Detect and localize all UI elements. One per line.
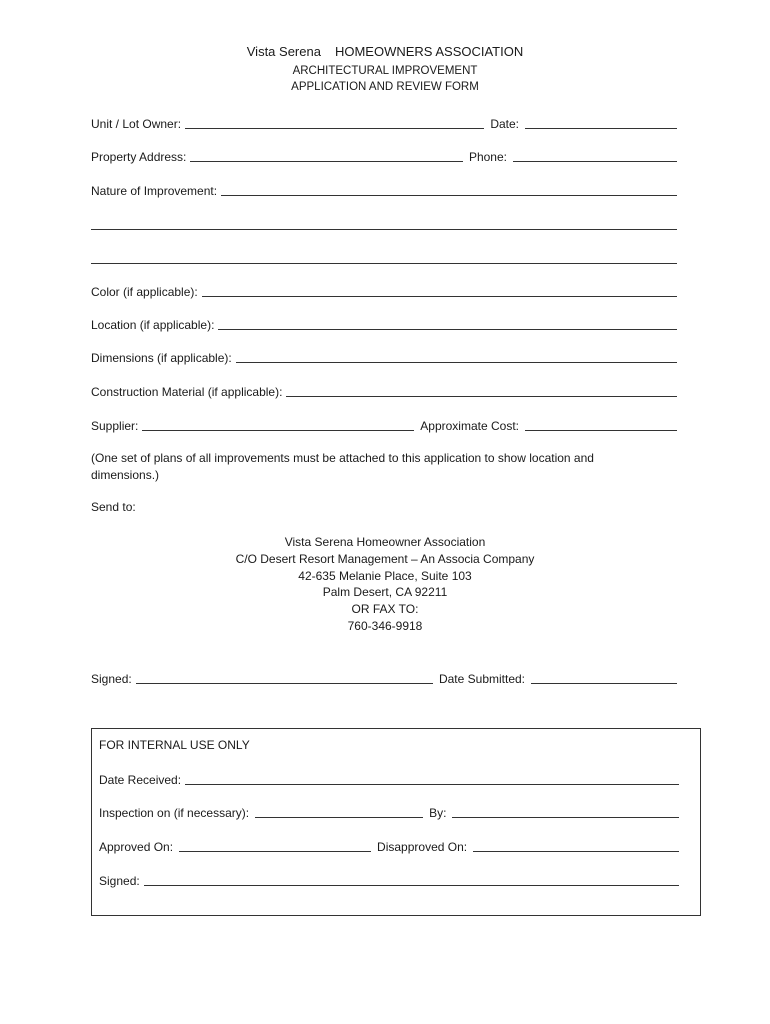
inspection-field[interactable] — [255, 817, 423, 818]
address-line-2: C/O Desert Resort Management – An Associa Company — [235, 552, 535, 566]
address-phone-row — [91, 146, 677, 164]
location-row — [91, 314, 677, 332]
by-field[interactable] — [452, 817, 679, 818]
nature-of-improvement-line-2[interactable] — [91, 229, 677, 230]
internal-use-title: FOR INTERNAL USE ONLY — [99, 738, 250, 752]
internal-use-box — [91, 728, 701, 916]
approximate-cost-field[interactable] — [525, 430, 677, 431]
property-address-field[interactable] — [190, 161, 463, 162]
unit-lot-owner-label: Unit / Lot Owner: — [91, 117, 182, 131]
signed-field[interactable] — [136, 683, 433, 684]
inspection-row — [99, 802, 679, 820]
nature-of-improvement-label: Nature of Improvement: — [91, 184, 218, 198]
approved-on-field[interactable] — [179, 851, 371, 852]
nature-row — [91, 180, 677, 198]
address-line-1: Vista Serena Homeowner Association — [284, 535, 486, 549]
plans-note: (One set of plans of all improvements must be attached to this application to show location and dimensions.) — [91, 451, 594, 482]
unit-lot-owner-field[interactable] — [185, 128, 484, 129]
supplier-field[interactable] — [142, 430, 414, 431]
nature-of-improvement-line-3[interactable] — [91, 263, 677, 264]
date-field[interactable] — [525, 128, 677, 129]
address-line-4: Palm Desert, CA 92211 — [322, 585, 448, 599]
dimensions-field[interactable] — [236, 362, 677, 363]
signed-label: Signed: — [91, 672, 132, 686]
fax-number: 760-346-9918 — [347, 619, 423, 633]
form-subtitle-1: ARCHITECTURAL IMPROVEMENT — [292, 65, 478, 77]
location-field[interactable] — [218, 329, 677, 330]
disapproved-on-field[interactable] — [473, 851, 679, 852]
location-label: Location (if applicable): — [91, 318, 215, 332]
date-received-field[interactable] — [185, 784, 679, 785]
phone-field[interactable] — [513, 161, 677, 162]
date-submitted-field[interactable] — [531, 683, 677, 684]
construction-material-label: Construction Material (if applicable): — [91, 385, 283, 399]
address-line-3: 42-635 Melanie Place, Suite 103 — [298, 569, 472, 583]
by-label: By: — [429, 806, 447, 820]
association-name: HOMEOWNERS ASSOCIATION — [334, 44, 524, 59]
owner-date-row — [91, 113, 677, 131]
fax-label: OR FAX TO: — [351, 602, 419, 616]
property-address-label: Property Address: — [91, 150, 187, 164]
supplier-cost-row — [91, 415, 677, 433]
org-name: Vista Serena — [246, 44, 321, 59]
nature-of-improvement-field[interactable] — [221, 195, 677, 196]
form-header-title — [0, 44, 770, 59]
construction-material-field[interactable] — [286, 396, 677, 397]
internal-signed-field[interactable] — [144, 885, 679, 886]
send-to-label: Send to: — [91, 500, 136, 514]
form-subtitle-2: APPLICATION AND REVIEW FORM — [291, 81, 479, 93]
date-submitted-label: Date Submitted: — [438, 672, 525, 686]
disapproved-on-label: Disapproved On: — [377, 840, 468, 854]
approval-row — [99, 836, 679, 854]
date-received-row — [99, 769, 679, 787]
color-label: Color (if applicable): — [91, 285, 198, 299]
dimensions-label: Dimensions (if applicable): — [91, 351, 232, 365]
approved-on-label: Approved On: — [99, 840, 174, 854]
date-label: Date: — [490, 117, 519, 131]
supplier-label: Supplier: — [91, 419, 139, 433]
date-received-label: Date Received: — [99, 773, 182, 787]
signature-row — [91, 668, 677, 686]
nature-continuation-row-2 — [91, 248, 677, 266]
nature-continuation-row-1 — [91, 214, 677, 232]
inspection-label: Inspection on (if necessary): — [99, 806, 250, 820]
dimensions-row — [91, 347, 677, 365]
internal-signed-label: Signed: — [99, 874, 140, 888]
color-row — [91, 281, 677, 299]
phone-label: Phone: — [468, 150, 507, 164]
approximate-cost-label: Approximate Cost: — [420, 419, 519, 433]
color-field[interactable] — [202, 296, 677, 297]
internal-signed-row — [99, 870, 679, 888]
construction-material-row — [91, 381, 677, 399]
